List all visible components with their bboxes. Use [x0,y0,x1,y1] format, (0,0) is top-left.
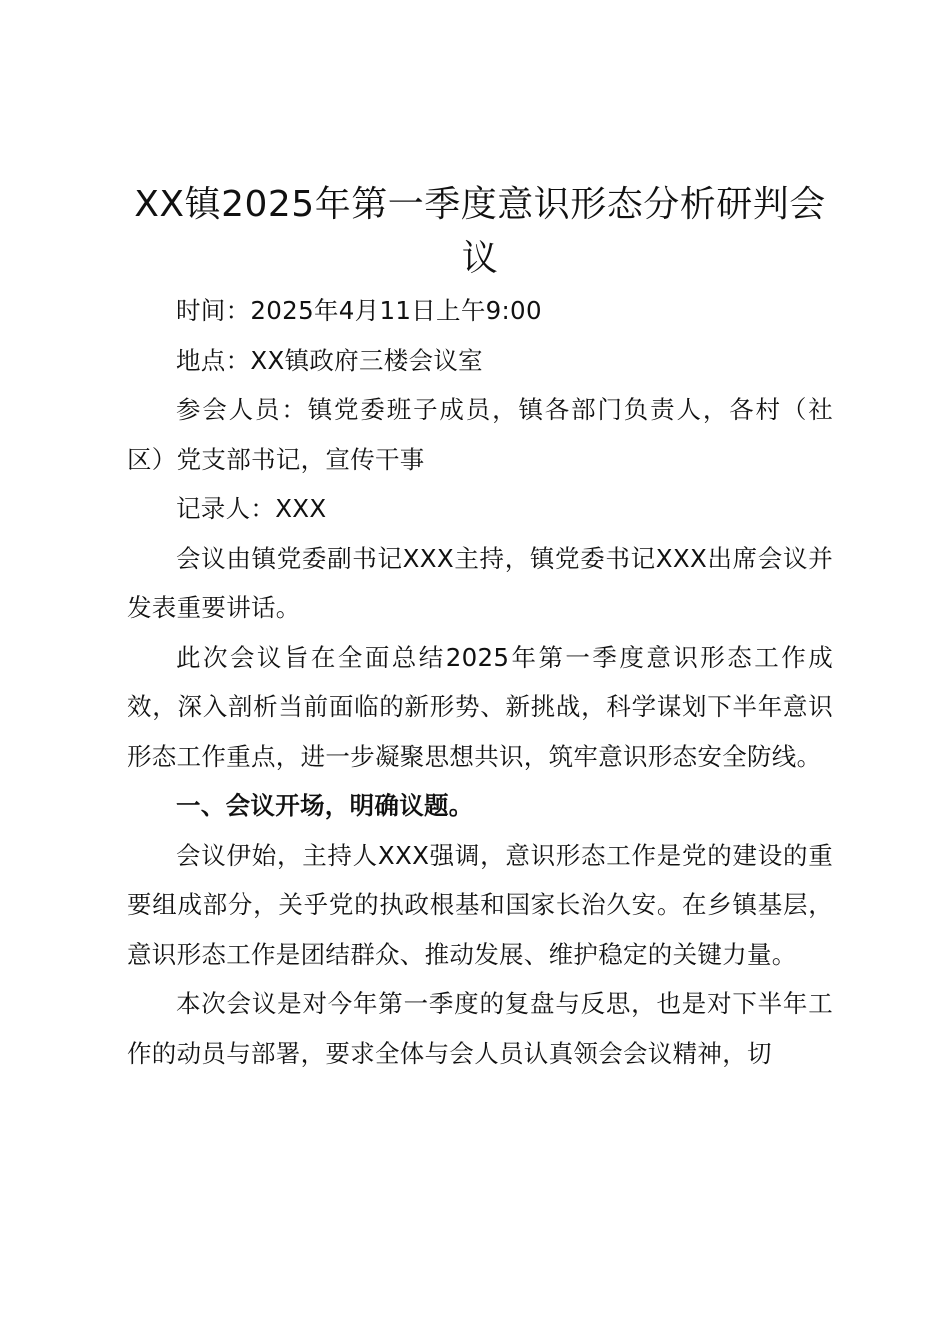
section-heading-1: 一、会议开场，明确议题。 [176,791,474,820]
paragraph-host: 会议由镇党委副书记XXX主持，镇党委书记XXX出席会议并发表重要讲话。 [127,543,833,622]
document-title: XX镇2025年第一季度意识形态分析研判会议 [134,184,826,279]
meeting-place: 地点：XX镇政府三楼会议室 [176,345,483,375]
paragraph-opening: 会议伊始，主持人XXX强调，意识形态工作是党的建设的重要组成部分，关乎党的执政根基和国家长治久安。在乡镇基层，意识形态工作是团结群众、推动发展、维护稳定的关键力量。 [127,840,833,969]
meeting-attendees: 参会人员：镇党委班子成员，镇各部门负责人，各村（社区）党支部书记，宣传干事 [127,395,833,474]
meeting-recorder: 记录人：XXX [176,494,327,523]
document-body [127,178,833,1078]
paragraph-review: 本次会议是对今年第一季度的复盘与反思，也是对下半年工作的动员与部署，要求全体与会人员认真领会会议精神，切 [127,989,833,1068]
paragraph-purpose: 此次会议旨在全面总结2025年第一季度意识形态工作成效，深入剖析当前面临的新形势、新挑战，科学谋划下半年意识形态工作重点，进一步凝聚思想共识，筑牢意识形态安全防线。 [127,642,833,771]
meeting-time: 时间：2025年4月11日上午9:00 [176,296,542,325]
